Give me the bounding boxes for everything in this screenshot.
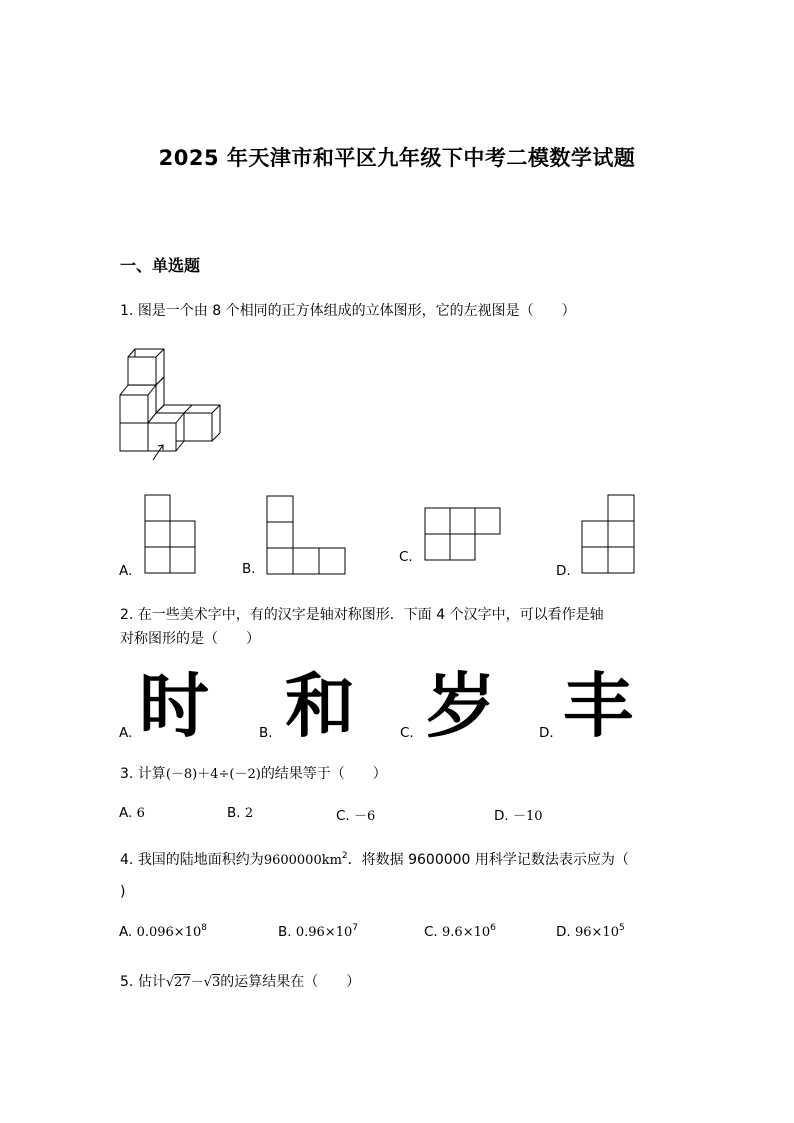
option-value: 2 xyxy=(244,806,254,821)
q2-option-d-char[interactable]: 丰 xyxy=(563,665,633,747)
q1-option-c-label[interactable]: C. xyxy=(399,549,413,565)
q4-option-c[interactable] xyxy=(424,924,496,940)
option-exponent: 5 xyxy=(618,923,625,933)
question-1 xyxy=(120,299,576,323)
option-exponent: 7 xyxy=(352,923,358,933)
minus-sign: － xyxy=(190,975,204,990)
option-value: －6 xyxy=(354,809,376,824)
option-label: C. xyxy=(336,808,350,824)
option-label: A. xyxy=(119,924,133,940)
q4-option-a[interactable] xyxy=(119,924,207,940)
question-2 xyxy=(120,603,604,627)
q1-option-d-figure[interactable] xyxy=(581,494,637,574)
question-number: 5. xyxy=(120,974,134,990)
cube-figure xyxy=(115,345,235,465)
option-label: D. xyxy=(556,924,571,940)
option-value: 6 xyxy=(136,806,145,821)
question-2-line2: 对称图形的是（ ） xyxy=(120,631,260,647)
radical-sign: √ xyxy=(165,975,175,990)
question-text-pre: 估计 xyxy=(137,974,166,990)
question-text-post: ．将数据 9600000 用科学记数法表示应为（ xyxy=(347,852,629,868)
option-label: C. xyxy=(424,924,438,940)
q1-option-a-figure[interactable] xyxy=(144,494,198,574)
q2-option-d-label[interactable]: D. xyxy=(539,725,554,741)
option-exponent: 6 xyxy=(490,923,496,933)
question-number: 2. xyxy=(120,607,134,623)
question-number: 3. xyxy=(120,766,134,782)
q1-option-b-figure[interactable] xyxy=(266,495,348,575)
question-text-pre: 我国的陆地面积约为 xyxy=(137,852,264,868)
option-mantissa: 0.96×10 xyxy=(295,925,353,940)
option-label: B. xyxy=(227,805,241,821)
section-heading: 一、单选题 xyxy=(120,256,201,275)
question-text-post: 的运算结果在（ ） xyxy=(220,974,361,990)
option-label: B. xyxy=(278,924,292,940)
math-expression: (－8)＋4÷(－2) xyxy=(165,767,261,782)
q4-option-b[interactable] xyxy=(278,924,358,940)
question-3 xyxy=(120,762,387,787)
option-mantissa: 0.096×10 xyxy=(136,925,202,940)
q2-option-a-char[interactable]: 时 xyxy=(139,665,209,747)
question-4 xyxy=(120,848,629,873)
option-label: A. xyxy=(119,805,133,821)
page-title: 2025 年天津市和平区九年级下中考二模数学试题 xyxy=(158,146,636,170)
q1-option-a-label[interactable]: A. xyxy=(119,563,133,579)
option-label: D. xyxy=(494,808,509,824)
q2-option-a-label[interactable]: A. xyxy=(119,725,133,741)
q1-option-b-label[interactable]: B. xyxy=(242,561,256,577)
q3-option-c[interactable] xyxy=(336,805,375,824)
q2-option-c-char[interactable]: 岁 xyxy=(426,665,496,747)
q3-option-d[interactable] xyxy=(494,805,543,824)
sqrt-3 xyxy=(204,975,221,990)
question-5 xyxy=(120,970,360,995)
option-value: －10 xyxy=(512,809,543,824)
area-exponent: 2 xyxy=(341,851,348,861)
option-mantissa: 96×10 xyxy=(574,925,619,940)
question-4-line2: ) xyxy=(120,884,126,900)
option-mantissa: 9.6×10 xyxy=(442,925,491,940)
q3-option-a[interactable] xyxy=(119,805,145,821)
area-value: 9600000km xyxy=(263,853,342,868)
question-text-pre: 计算 xyxy=(137,766,166,782)
cube-stack xyxy=(120,349,220,451)
sqrt-27 xyxy=(166,975,191,990)
q2-option-c-label[interactable]: C. xyxy=(400,725,414,741)
question-number: 1. xyxy=(120,303,134,319)
radicand-3: 3 xyxy=(211,975,221,990)
option-exponent: 8 xyxy=(201,923,207,933)
radical-sign: √ xyxy=(203,975,212,990)
radicand-27: 27 xyxy=(174,975,191,990)
q3-option-b[interactable] xyxy=(227,805,253,821)
question-text-post: 的结果等于（ ） xyxy=(260,766,387,782)
q1-option-c-figure[interactable] xyxy=(424,507,504,563)
q2-option-b-label[interactable]: B. xyxy=(259,725,273,741)
question-number: 4. xyxy=(120,852,134,868)
q1-option-d-label[interactable]: D. xyxy=(556,563,571,579)
q2-option-b-char[interactable]: 和 xyxy=(285,665,355,747)
question-text: 图是一个由 8 个相同的正方体组成的立体图形，它的左视图是（ ） xyxy=(137,303,576,319)
question-text-line1: 在一些美术字中，有的汉字是轴对称图形．下面 4 个汉字中，可以看作是轴 xyxy=(137,607,604,623)
q4-option-d[interactable] xyxy=(556,924,625,940)
